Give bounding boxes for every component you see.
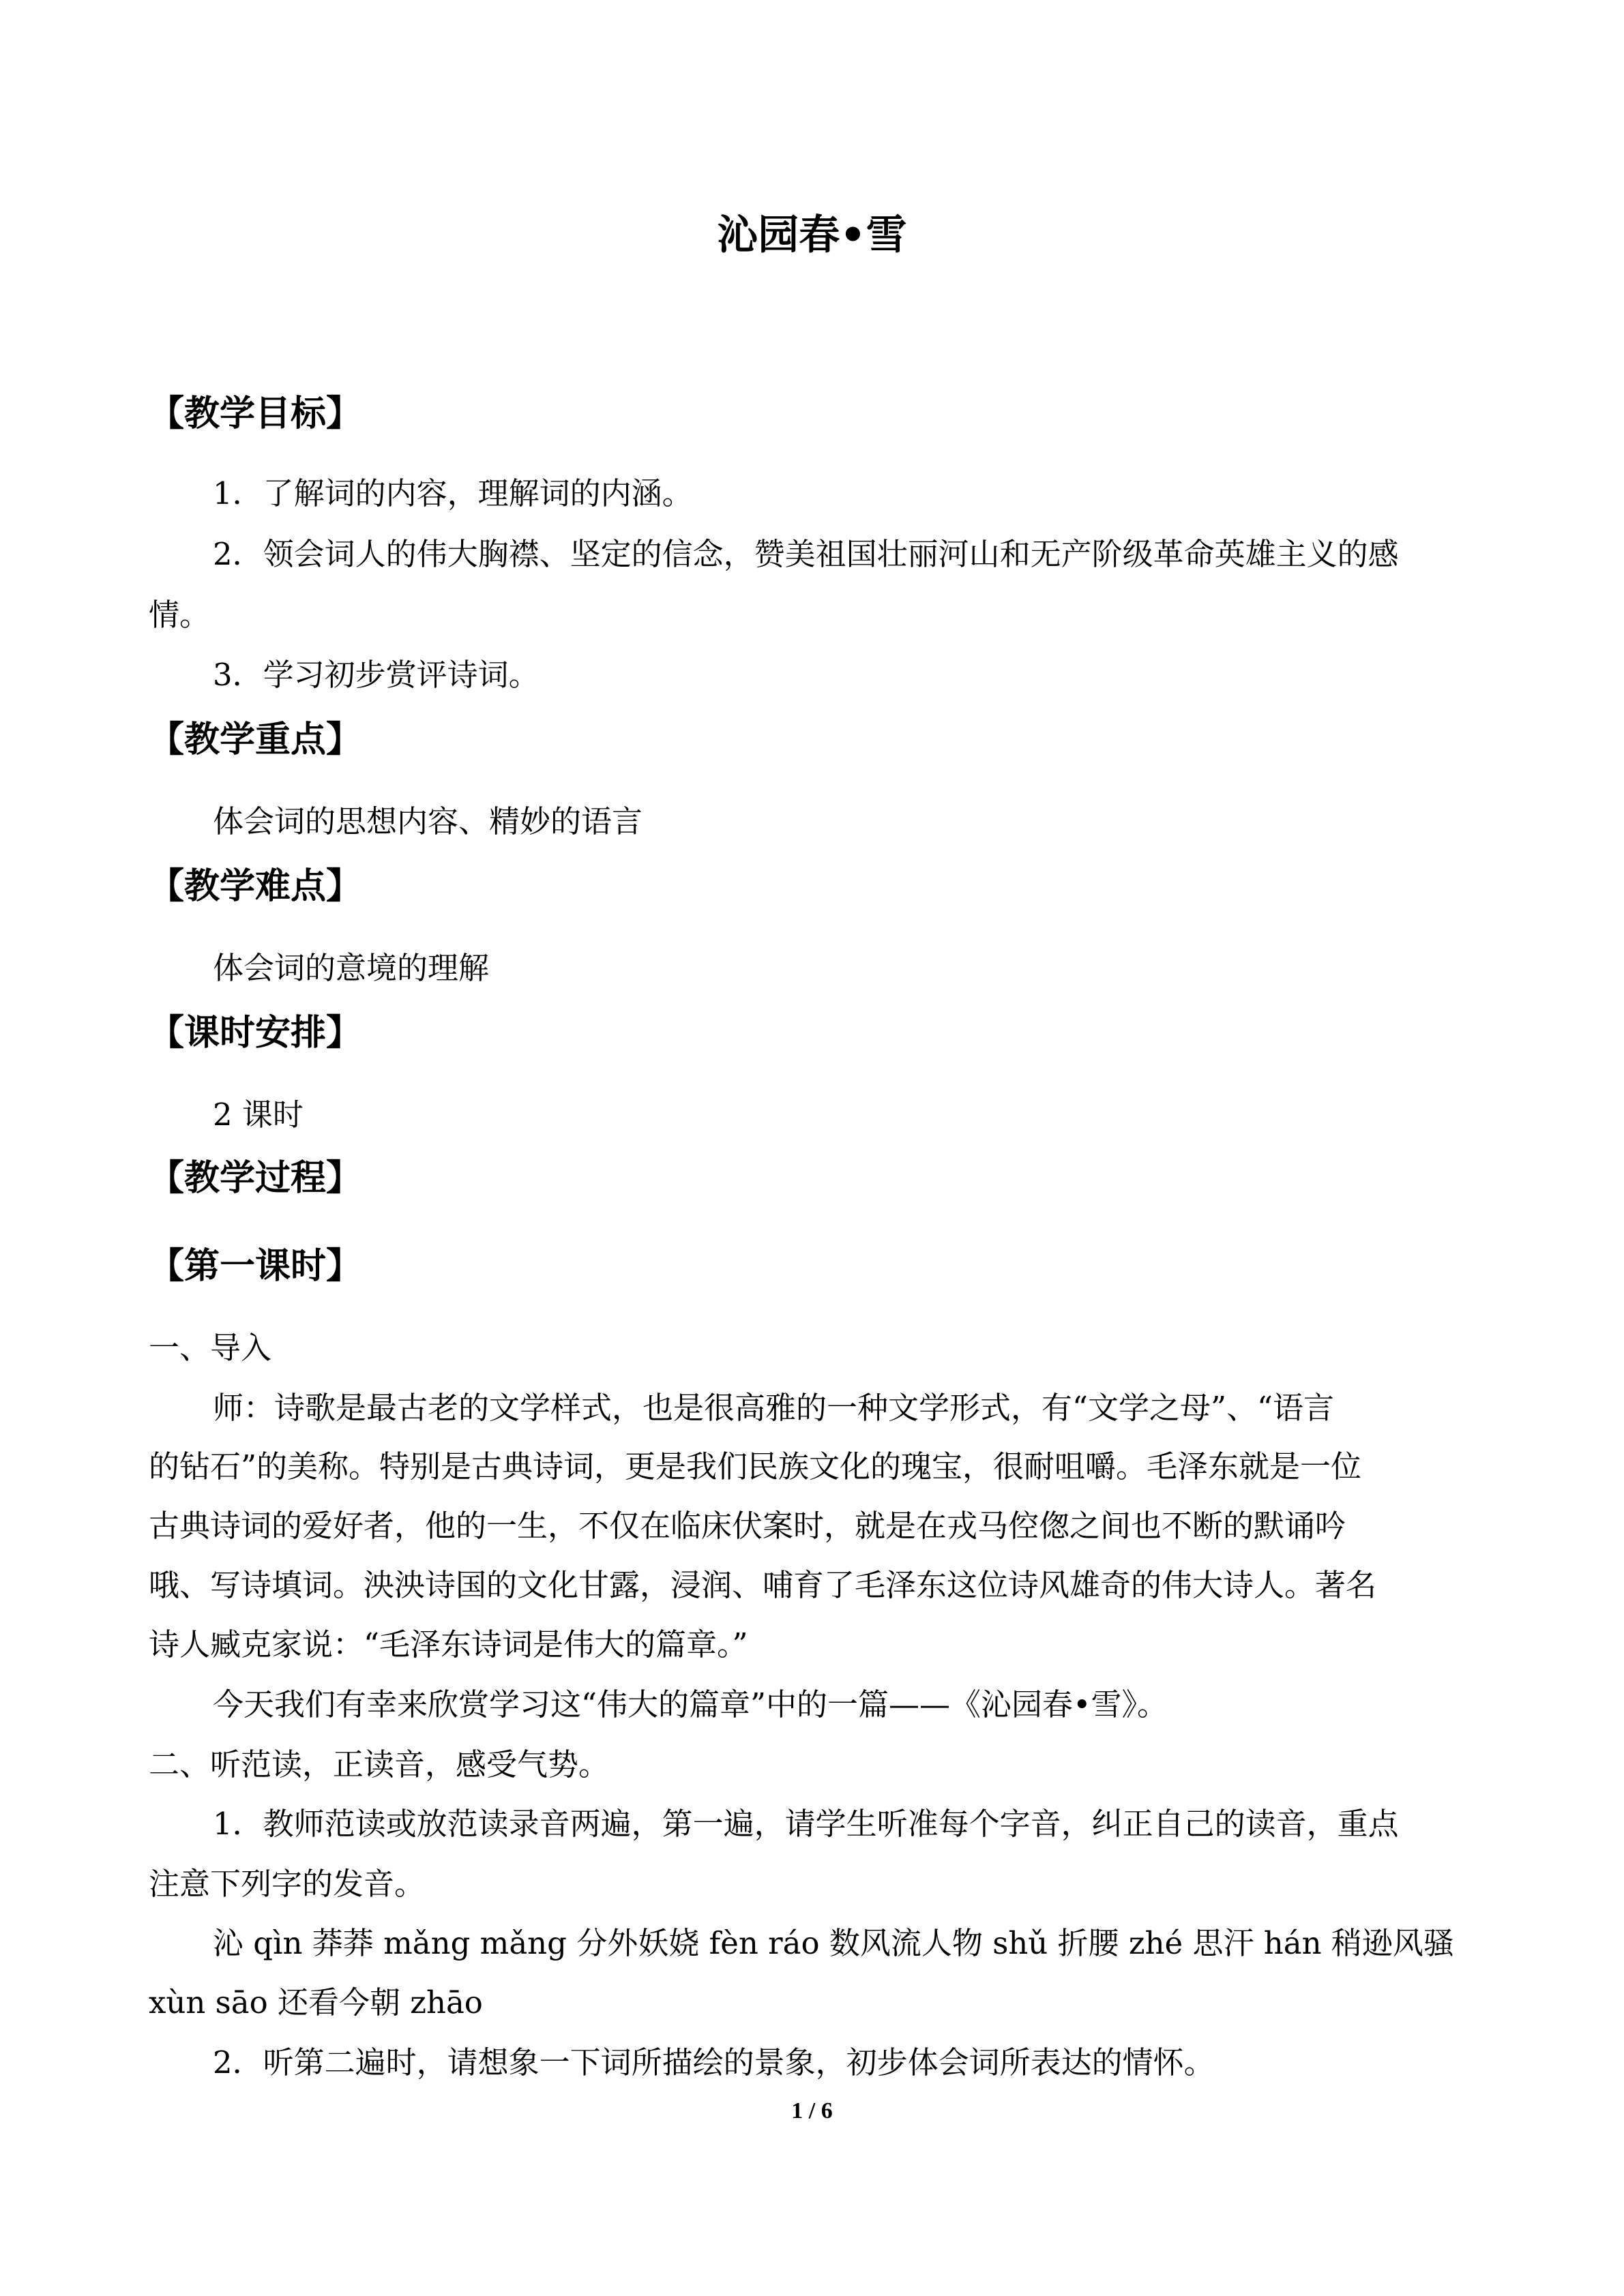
section-intro-title: 一、导入	[149, 1330, 272, 1366]
heading-teaching-process: 【教学过程】	[149, 1158, 362, 1199]
intro-line-6: 今天我们有幸来欣赏学习这“伟大的篇章”中的一篇——《沁园春•雪》。	[213, 1686, 1168, 1723]
heading-teaching-objectives: 【教学目标】	[149, 393, 362, 434]
objective-2-line-1: 2．领会词人的伟大胸襟、坚定的信念，赞美祖国壮丽河山和无产阶级革命英雄主义的感	[213, 536, 1399, 572]
listen-step-2: 2．听第二遍时，请想象一下词所描绘的景象，初步体会词所表达的情怀。	[213, 2044, 1215, 2081]
intro-line-1: 师：诗歌是最古老的文学样式，也是很高雅的一种文学形式，有“文学之母”、“语言	[213, 1390, 1335, 1426]
pronunciation-list-line-1: 沁 qìn 莽莽 mǎng mǎng 分外妖娆 fèn ráo 数风流人物 shǔ 折腰 zhé 思汗 hán 稍逊风骚	[213, 1925, 1454, 1961]
key-points-text: 体会词的思想内容、精妙的语言	[213, 803, 643, 839]
objective-2-line-2: 情。	[149, 597, 211, 633]
intro-line-4: 哦、写诗填词。泱泱诗国的文化甘露，浸润、哺育了毛泽东这位诗风雄奇的伟大诗人。著名	[149, 1567, 1377, 1603]
intro-line-3: 古典诗词的爱好者，他的一生，不仅在临床伏案时，就是在戎马倥偬之间也不断的默诵吟	[149, 1508, 1346, 1544]
pronunciation-list-line-2: xùn sāo 还看今朝 zhāo	[149, 1984, 483, 2021]
listen-step-1-line-2: 注意下列字的发音。	[149, 1866, 426, 1902]
difficulties-text: 体会词的意境的理解	[213, 950, 490, 986]
intro-line-2: 的钻石”的美称。特别是古典诗词，更是我们民族文化的瑰宝，很耐咀嚼。毛泽东就是一位	[149, 1448, 1362, 1485]
intro-line-5: 诗人臧克家说：“毛泽东诗词是伟大的篇章。”	[149, 1626, 748, 1663]
section-listen-title: 二、听范读，正读音，感受气势。	[149, 1746, 610, 1783]
objective-1: 1．了解词的内容，理解词的内涵。	[213, 475, 693, 511]
listen-step-1-line-1: 1．教师范读或放范读录音两遍，第一遍，请学生听准每个字音，纠正自己的读音，重点	[213, 1806, 1399, 1842]
heading-difficulties: 【教学难点】	[149, 866, 362, 907]
objective-3: 3．学习初步赏评诗词。	[213, 657, 540, 693]
heading-first-lesson: 【第一课时】	[149, 1246, 362, 1287]
heading-key-points: 【教学重点】	[149, 719, 362, 760]
heading-schedule: 【课时安排】	[149, 1013, 362, 1054]
page-number: 1 / 6	[791, 2098, 833, 2123]
document-title: 沁园春•雪	[717, 211, 907, 259]
schedule-text: 2 课时	[213, 1097, 304, 1133]
